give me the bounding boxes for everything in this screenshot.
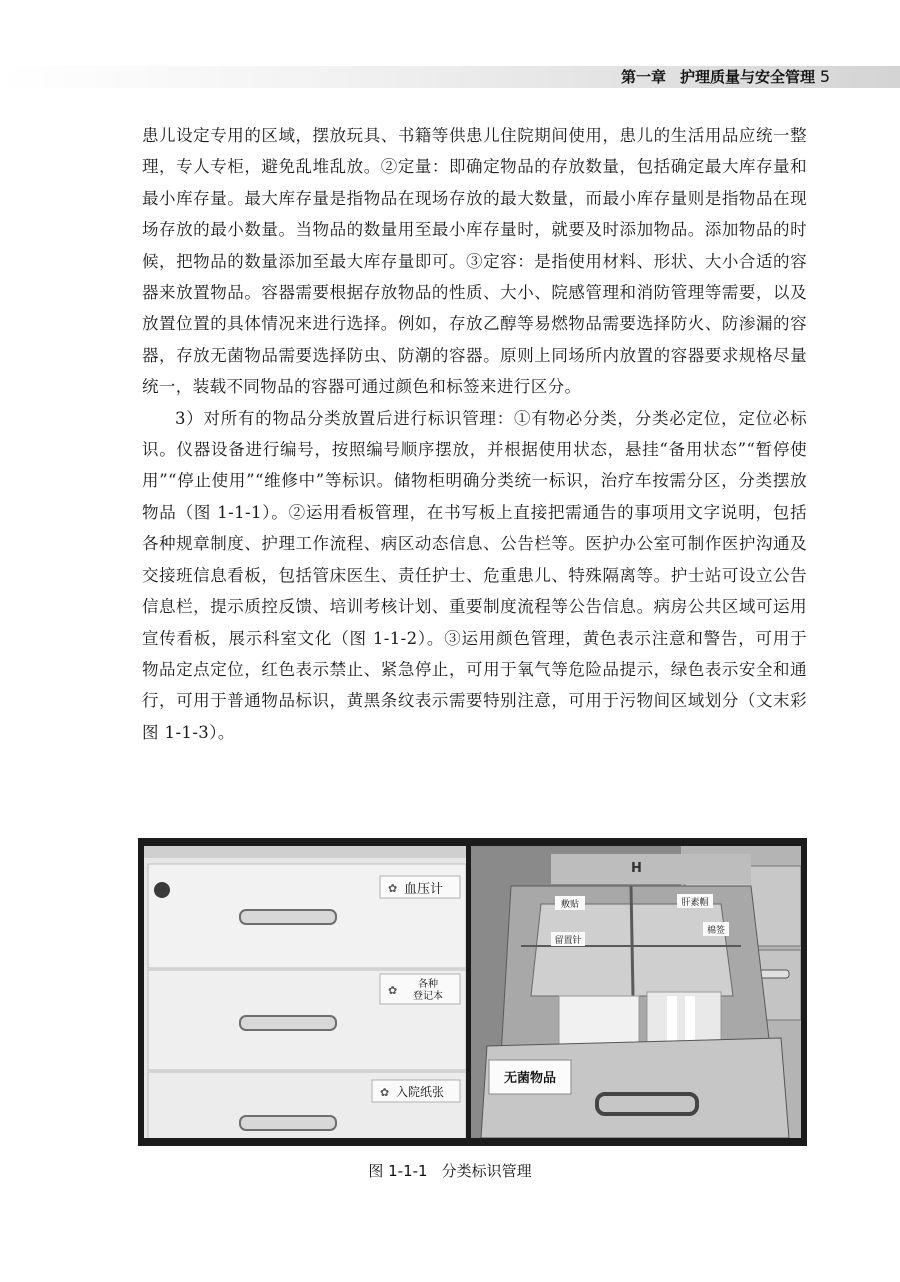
label-heparin-cap: 肝素帽	[681, 898, 709, 908]
label-blood-pressure: 血压计	[404, 882, 444, 897]
body-text	[142, 120, 807, 748]
paragraph-item-3: 3）对所有的物品分类放置后进行标识管理：①有物必分类，分类必定位，定位必标识。仪器设备进行编号，按照编号顺序摆放，并根据使用状态，悬挂“备用状态”“暂停使用”“停止使用”“维修中”等标识。储物柜明确分类统一标识，治疗车按需分区，分类摆放物品（图 1-1-1）。②运用看板管理，在书写板上直接把需通告的事项用文字说明，包括各种规章制度、护理工作流程、病区动态信息、公告栏等。医护办公室可制作医护沟通及交接班信息看板，包括管床医生、责任护士、危重患儿、特殊隔离等。护士站可设立公告信息栏，提示质控反馈、培训考核计划、重要制度流程等公告信息。病房公共区域可运用宣传看板，展示科室文化（图 1-1-2）。③运用颜色管理，黄色表示注意和警告，可用于物品定点定位，红色表示禁止、紧急停止，可用于氧气等危险品提示，绿色表示安全和通行，可用于普通物品标识，黄黑条纹表示需要特别注意，可用于污物间区域划分（文末彩图 1-1-3）。	[142, 408, 807, 742]
photo-drawer-cabinet	[144, 846, 466, 1138]
svg-text:✿: ✿	[380, 1086, 390, 1099]
svg-text:✿: ✿	[388, 984, 398, 997]
label-registers-line1: 各种	[418, 979, 438, 990]
label-dressing: 敷贴	[560, 900, 580, 910]
caption-text: 分类标识管理	[441, 1162, 532, 1180]
photo-steel-drawer	[471, 846, 801, 1138]
caption-number: 图 1-1-1	[368, 1162, 428, 1180]
label-registers-line2: 登记本	[413, 991, 443, 1002]
brand-logo: H	[631, 861, 642, 876]
chapter-title: 护理质量与安全管理	[679, 68, 815, 86]
figure-caption	[0, 1160, 900, 1181]
label-swabs: 棉签	[706, 926, 726, 936]
svg-text:✿: ✿	[388, 882, 398, 895]
label-sterile-items: 无菌物品	[503, 1071, 557, 1086]
paragraph-continuation: 患儿设定专用的区域，摆放玩具、书籍等供患儿住院期间使用，患儿的生活用品应统一整理，专人专柜，避免乱堆乱放。②定量：即确定物品的存放数量，包括确定最大库存量和最小库存量。最大库存量是指物品在现场存放的最大数量，而最小库存量则是指物品在现场存放的最小数量。当物品的数量用至最小库存量时，就要及时添加物品。添加物品的时候，把物品的数量添加至最大库存量即可。③定容：是指使用材料、形状、大小合适的容器来放置物品。容器需要根据存放物品的性质、大小、院感管理和消防管理等需要，以及放置位置的具体情况来进行选择。例如，存放乙醇等易燃物品需要选择防火、防渗漏的容器，存放无菌物品需要选择防虫、防潮的容器。原则上同场所内放置的容器要求规格尽量统一，装载不同物品的容器可通过颜色和标签来进行区分。	[142, 126, 807, 397]
chapter-label: 第一章	[620, 68, 666, 86]
running-header	[621, 66, 815, 88]
label-indwelling-needle: 留置针	[554, 936, 582, 946]
figure-1-1-1	[138, 838, 807, 1146]
label-admission-forms: 入院纸张	[396, 1085, 445, 1099]
page-number: 5	[819, 67, 830, 86]
